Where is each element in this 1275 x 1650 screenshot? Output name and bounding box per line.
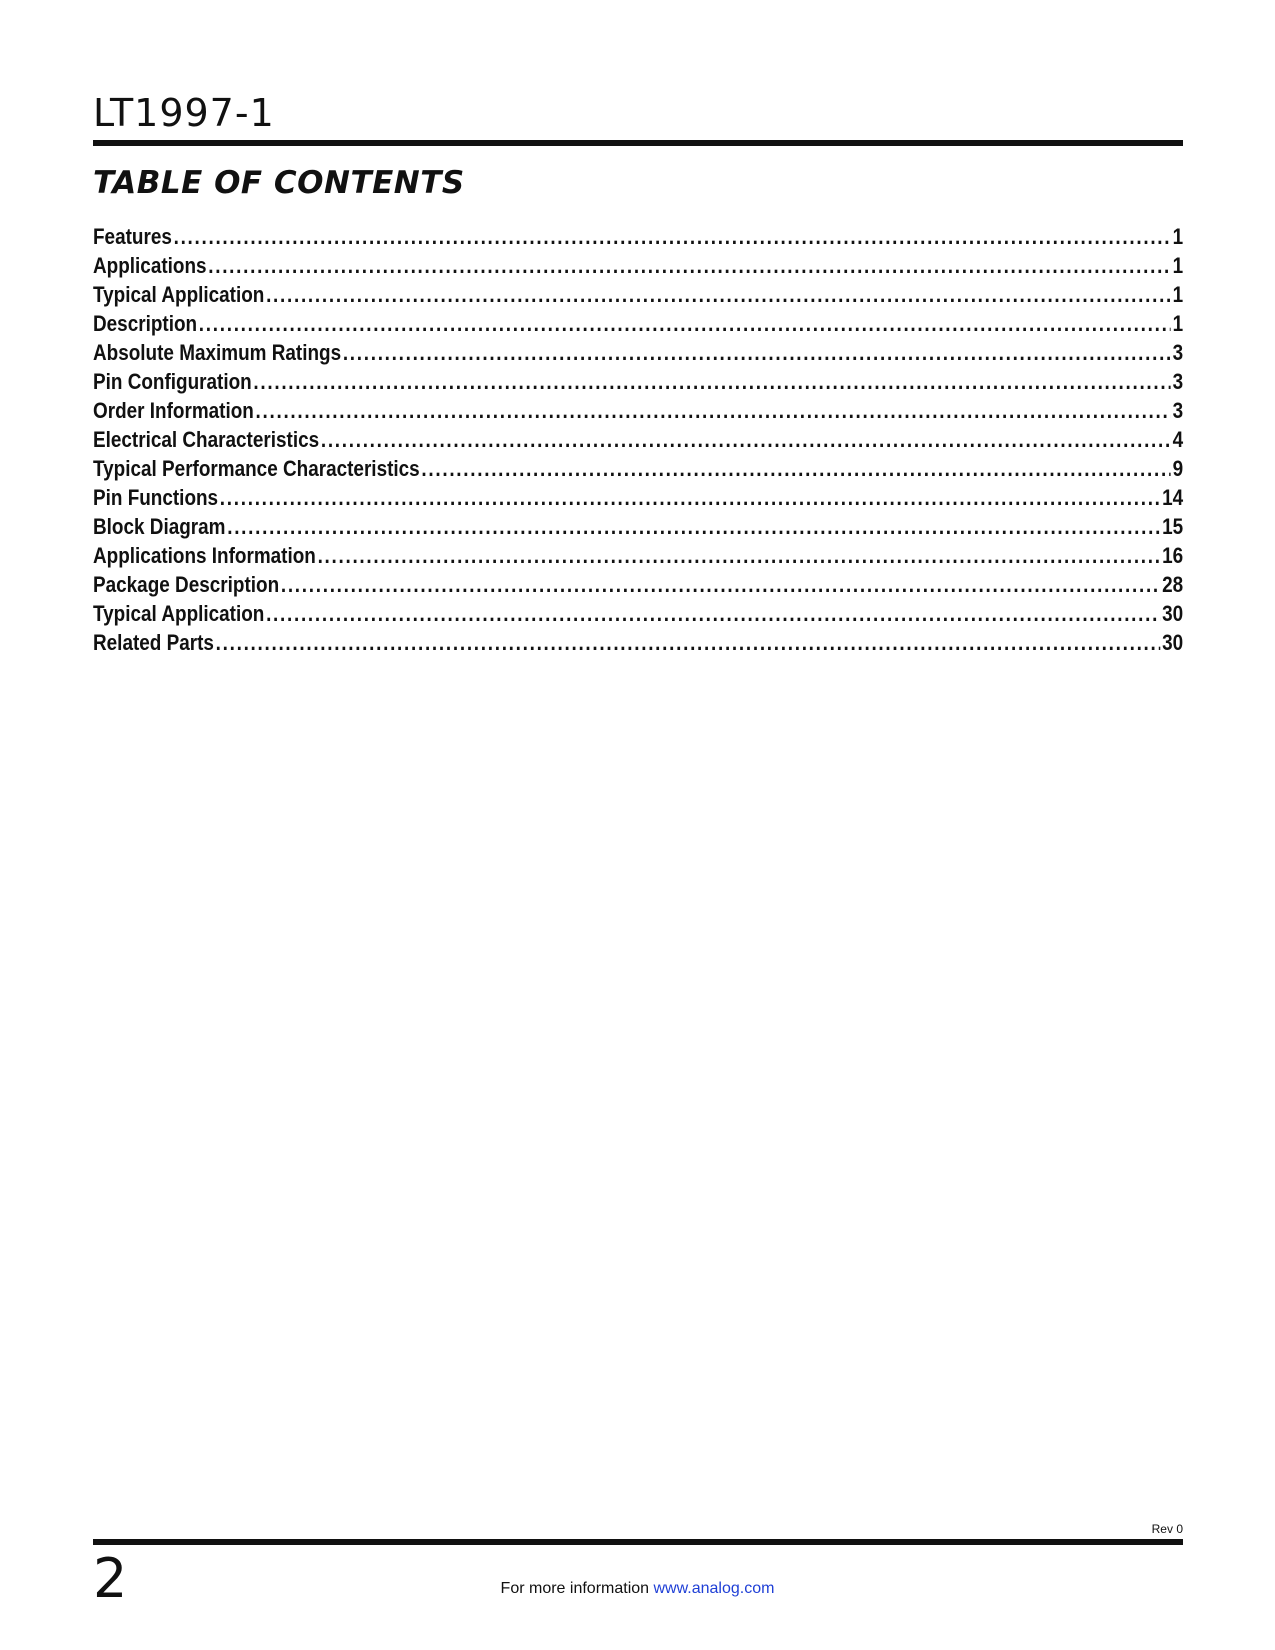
toc-entry-title: Applications Information xyxy=(93,543,316,568)
toc-entry-typical-performance-characteristics[interactable] xyxy=(93,454,1183,483)
toc-entry-pin-configuration[interactable] xyxy=(93,367,1183,396)
toc-entry-page: 16 xyxy=(1162,543,1184,568)
toc-dot-leader xyxy=(227,512,1160,541)
toc-entry-title: Typical Application xyxy=(93,601,265,626)
toc-entry-page: 14 xyxy=(1162,485,1184,510)
toc-entry-electrical-characteristics[interactable] xyxy=(93,425,1183,454)
toc-entry-applications[interactable] xyxy=(93,251,1183,280)
toc-entry-title: Typical Performance Characteristics xyxy=(93,456,420,481)
footer-info xyxy=(0,1580,1275,1598)
toc-entry-title: Package Description xyxy=(93,572,280,597)
toc-entry-title: Order Information xyxy=(93,398,254,423)
toc-entry-page: 30 xyxy=(1162,630,1184,655)
toc-entry-title: Pin Functions xyxy=(93,485,219,510)
toc-entry-page: 1 xyxy=(1172,253,1184,278)
toc-entry-block-diagram[interactable] xyxy=(93,512,1183,541)
toc-entry-page: 9 xyxy=(1172,456,1184,481)
toc-entry-related-parts[interactable] xyxy=(93,628,1183,657)
footer-info-text: For more information xyxy=(500,1580,650,1597)
toc-dot-leader xyxy=(266,280,1171,309)
toc-dot-leader xyxy=(266,599,1160,628)
toc-entry-package-description[interactable] xyxy=(93,570,1183,599)
toc-entry-title: Related Parts xyxy=(93,630,214,655)
toc-entry-title: Typical Application xyxy=(93,282,265,307)
toc-entry-title: Applications xyxy=(93,253,207,278)
toc-dot-leader xyxy=(253,367,1171,396)
toc-entry-page: 3 xyxy=(1172,398,1184,423)
toc-dot-leader xyxy=(321,425,1171,454)
toc-dot-leader xyxy=(281,570,1161,599)
toc-entry-applications-information[interactable] xyxy=(93,541,1183,570)
toc-entry-title: Description xyxy=(93,311,198,336)
toc-dot-leader xyxy=(421,454,1171,483)
revision-label: Rev 0 xyxy=(1151,1522,1183,1536)
footer-website-link[interactable]: www.analog.com xyxy=(653,1580,775,1597)
toc-entry-features[interactable] xyxy=(93,222,1183,251)
toc-dot-leader xyxy=(318,541,1161,570)
toc-entry-description[interactable] xyxy=(93,309,1183,338)
toc-entry-page: 3 xyxy=(1172,369,1184,394)
toc-entry-order-information[interactable] xyxy=(93,396,1183,425)
toc-dot-leader xyxy=(208,251,1171,280)
toc-entry-page: 15 xyxy=(1162,514,1184,539)
toc-entry-title: Features xyxy=(93,224,172,249)
section-title: TABLE OF CONTENTS xyxy=(93,165,465,201)
toc-dot-leader xyxy=(343,338,1171,367)
toc-dot-leader xyxy=(256,396,1171,425)
toc-entry-title: Pin Configuration xyxy=(93,369,252,394)
toc-entry-page: 1 xyxy=(1172,282,1184,307)
toc-dot-leader xyxy=(220,483,1161,512)
toc-dot-leader xyxy=(174,222,1171,251)
toc-entry-page: 1 xyxy=(1172,224,1184,249)
toc-dot-leader xyxy=(216,628,1161,657)
toc-entry-page: 28 xyxy=(1162,572,1184,597)
toc-entry-page: 1 xyxy=(1172,311,1184,336)
toc-entry-page: 4 xyxy=(1172,427,1184,452)
toc-entry-page: 30 xyxy=(1162,601,1184,626)
toc-entry-page: 3 xyxy=(1172,340,1184,365)
toc-entry-title: Block Diagram xyxy=(93,514,226,539)
page-number: 2 xyxy=(93,1547,128,1610)
toc-entry-typical-application[interactable] xyxy=(93,280,1183,309)
header-rule xyxy=(93,140,1183,146)
table-of-contents xyxy=(93,222,1183,657)
toc-entry-title: Absolute Maximum Ratings xyxy=(93,340,342,365)
toc-entry-title: Electrical Characteristics xyxy=(93,427,320,452)
toc-entry-pin-functions[interactable] xyxy=(93,483,1183,512)
document-part-number: LT1997-1 xyxy=(93,91,275,135)
toc-entry-typical-application-2[interactable] xyxy=(93,599,1183,628)
toc-dot-leader xyxy=(199,309,1171,338)
footer-rule xyxy=(93,1539,1183,1545)
toc-entry-absolute-maximum-ratings[interactable] xyxy=(93,338,1183,367)
